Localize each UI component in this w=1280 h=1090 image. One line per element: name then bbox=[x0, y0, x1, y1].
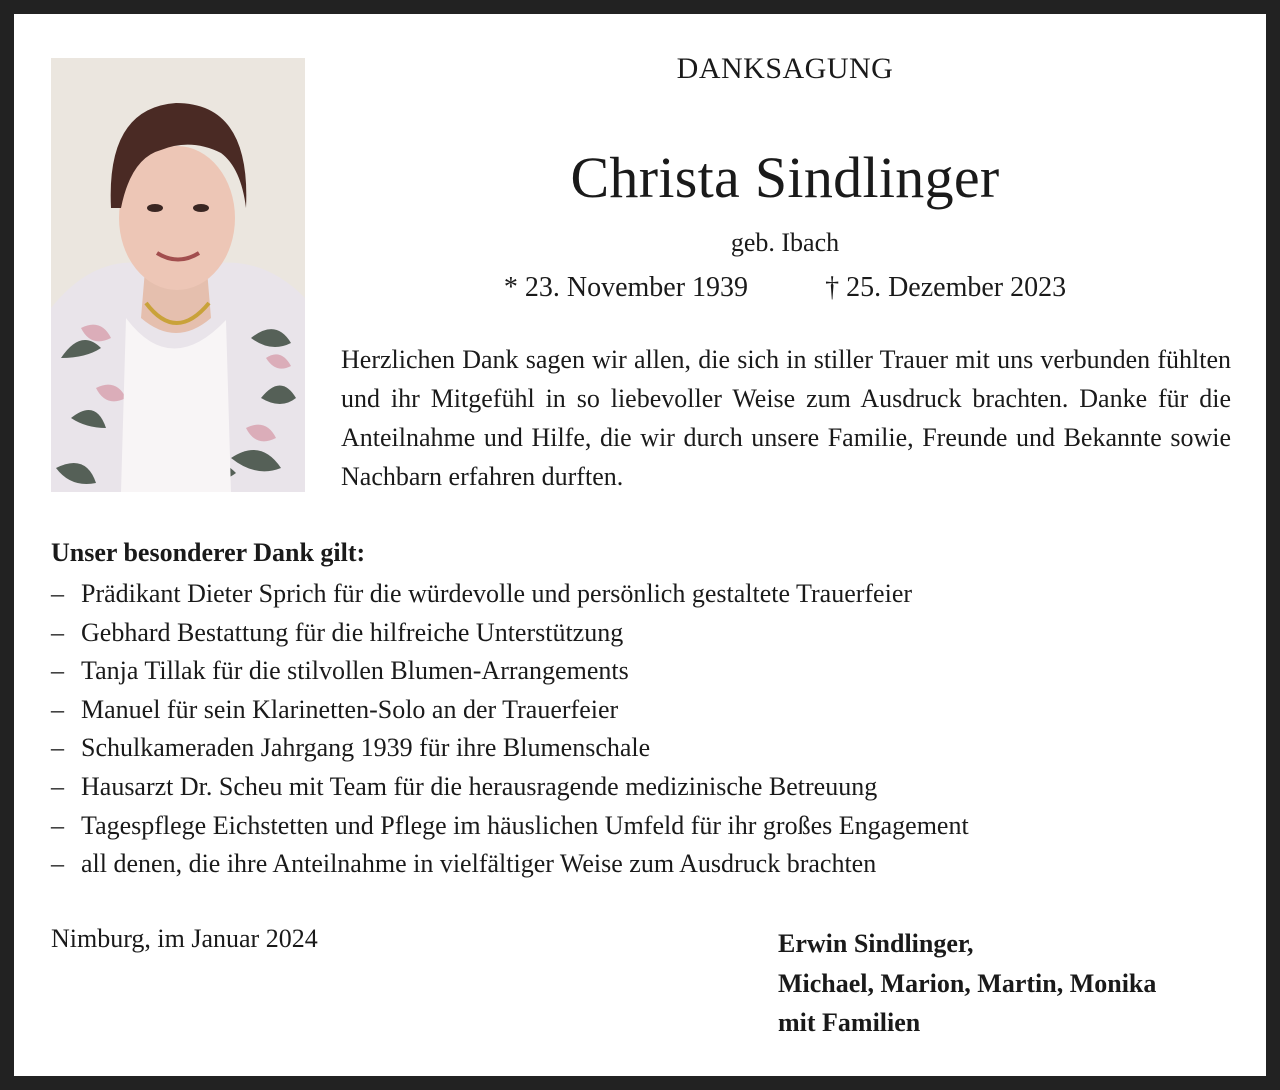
list-item bbox=[51, 575, 969, 614]
signature-line: mit Familien bbox=[778, 1008, 921, 1037]
portrait-illustration bbox=[51, 58, 305, 492]
list-item bbox=[51, 691, 969, 730]
list-item bbox=[51, 729, 969, 768]
list-item-text: Tanja Tillak für die stilvollen Blumen-Arrangements bbox=[81, 656, 629, 686]
birth-date: * 23. November 1939 bbox=[503, 272, 749, 303]
signatures bbox=[778, 924, 1156, 1043]
list-item bbox=[51, 652, 969, 691]
signature-line: Erwin Sindlinger, bbox=[778, 929, 974, 958]
list-item bbox=[51, 614, 969, 653]
list-item-text: Schulkameraden Jahrgang 1939 für ihre Blumenschale bbox=[81, 733, 651, 763]
maiden-name: geb. Ibach bbox=[730, 228, 840, 257]
list-dash: – bbox=[51, 617, 64, 647]
life-dates bbox=[304, 272, 1266, 304]
list-dash: – bbox=[51, 694, 64, 724]
deceased-name: Christa Sindlinger bbox=[570, 145, 1000, 210]
list-dash: – bbox=[51, 849, 64, 879]
notice-heading: DANKSAGUNG bbox=[676, 52, 894, 85]
list-item-text: Tagespflege Eichstetten und Pflege im häuslichen Umfeld für ihr großes Engagement bbox=[81, 810, 969, 840]
death-date: † 25. Dezember 2023 bbox=[825, 272, 1067, 303]
list-item-text: all denen, die ihre Anteilnahme in vielfältiger Weise zum Ausdruck brachten bbox=[81, 849, 877, 879]
list-item-text: Hausarzt Dr. Scheu mit Team für die herausragende medizinische Betreuung bbox=[81, 771, 878, 801]
obituary-notice bbox=[14, 14, 1266, 1076]
special-thanks-title: Unser besonderer Dank gilt: bbox=[51, 538, 366, 567]
list-dash: – bbox=[51, 656, 64, 686]
place-and-date: Nimburg, im Januar 2024 bbox=[51, 924, 318, 953]
signature-line: Michael, Marion, Martin, Monika bbox=[778, 968, 1157, 998]
list-item bbox=[51, 807, 969, 846]
thanks-paragraph: Herzlichen Dank sagen wir allen, die sich in stiller Trauer mit uns verbunden fühlten und ihr Mitgefühl in so liebevoller Weise zum Ausdruck brachten. Danke für die Anteilnahme und Hilfe, die wir durch unsere Familie, Freunde und Bekannte sowie Nachbarn erfahren durften. bbox=[341, 345, 1231, 491]
list-dash: – bbox=[51, 771, 64, 801]
list-dash: – bbox=[51, 733, 64, 763]
list-item bbox=[51, 845, 969, 884]
list-item-text: Gebhard Bestattung für die hilfreiche Unterstützung bbox=[81, 617, 624, 647]
list-item-text: Prädikant Dieter Sprich für die würdevolle und persönlich gestaltete Trauerfeier bbox=[81, 579, 913, 608]
list-dash: – bbox=[51, 810, 64, 840]
portrait-photo bbox=[51, 58, 305, 492]
list-item bbox=[51, 768, 969, 807]
list-dash: – bbox=[51, 579, 64, 608]
special-thanks-list bbox=[51, 575, 969, 884]
list-item-text: Manuel für sein Klarinetten-Solo an der Trauerfeier bbox=[81, 694, 619, 724]
